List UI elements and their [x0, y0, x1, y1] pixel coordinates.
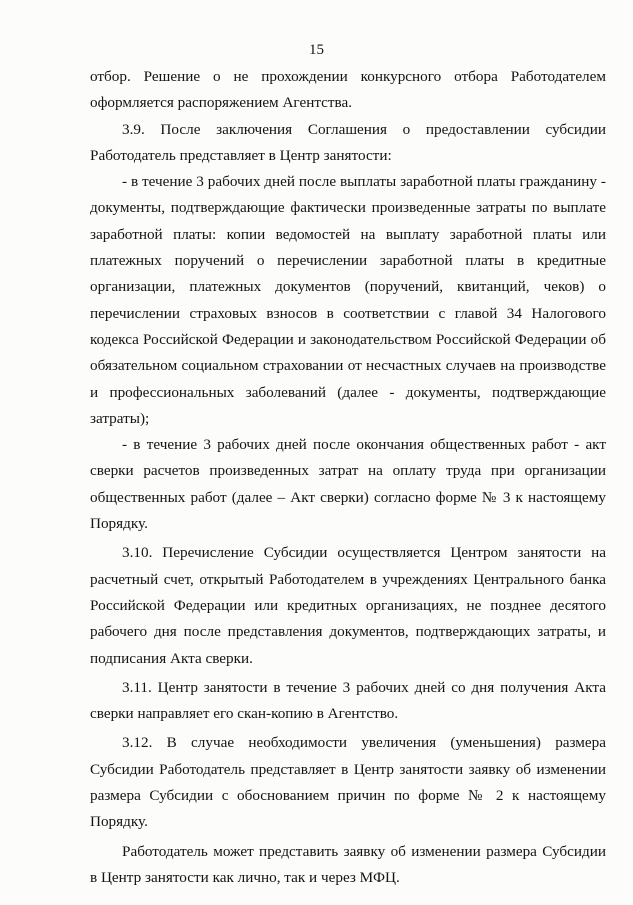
paragraph-3-10: 3.10. Перечисление Субсидии осуществляется Центром занятости на расчетный счет, открытый Работодателем в учреждениях Центрального банка Российской Федерации или кредитных организациях, не позднее десятого рабочего дня после представления документов, подтверждающих затраты, и подписания Акта сверки.	[90, 544, 606, 667]
paragraph-3-9: 3.9. После заключения Соглашения о предоставлении субсидии Работодатель представляет в Центр занятости:	[90, 120, 606, 164]
list-item-reconciliation-act: - в течение 3 рабочих дней после окончания общественных работ - акт сверки расчетов произведенных затрат на оплату труда при организации общественных работ (далее – Акт сверки) согласно форме № 3 к настоящему Порядку.	[90, 436, 606, 533]
paragraph-3-12: 3.12. В случае необходимости увеличения (уменьшения) размера Субсидии Работодатель представляет в Центр занятости заявку об изменении размера Субсидии с обоснованием причин по форме № 2 к настоящему Порядку.	[90, 734, 606, 831]
paragraph-3-11: 3.11. Центр занятости в течение 3 рабочих дней со дня получения Акта сверки направляет его скан-копию в Агентство.	[90, 678, 606, 723]
list-item-documents: - в течение 3 рабочих дней после выплаты заработной платы гражданину - документы, подтверждающие фактически произведенные затраты по выплате заработной платы: копии ведомостей на выплату заработной платы или платежных поручений о перечислении заработной платы в кредитные организации, платежных документов (поручений, квитанций, чеков) о перечислении страховых взносов в соответствии с главой 34 Налогового кодекса Российской Федерации и законодательством Российской Федерации об обязательном социальном страховании от несчастных случаев на производстве и профессиональных заболеваний (далее - документы, подтверждающие затраты);	[90, 173, 606, 427]
document-body	[90, 64, 606, 891]
page-number: 15	[309, 42, 324, 58]
paragraph-application-submission: Работодатель может представить заявку об изменении размера Субсидии в Центр занятости как лично, так и через МФЦ.	[90, 842, 606, 886]
paragraph-continuation: отбор. Решение о не прохождении конкурсного отбора Работодателем оформляется распоряжением Агентства.	[90, 68, 606, 112]
